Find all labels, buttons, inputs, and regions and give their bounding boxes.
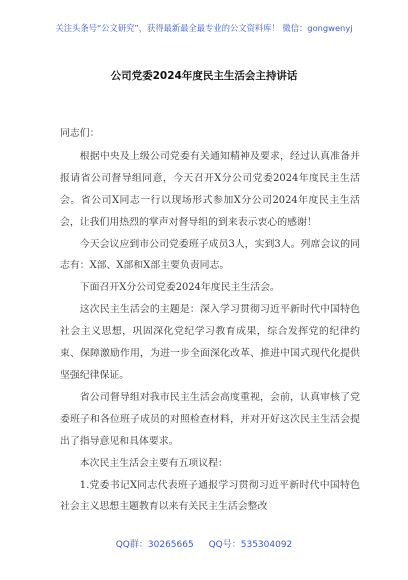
paragraph: 今天会议应到市公司党委班子成员3人，实到3人。列席会议的同志有：X部、X部和X部主要负责同志。 (60, 238, 360, 272)
qq-number: QQ号：535304092 (208, 540, 293, 550)
greeting: 同志们： (60, 128, 100, 139)
paragraph: 本次民主生活会主要有五项议程： (79, 457, 228, 469)
promo-banner[interactable]: 关注头条号“公文研究”，获得最新最全最专业的公文资料库！ 微信：gongwenyj (55, 23, 353, 33)
paragraph: 下面召开X分公司党委2024年度民主生活会。 (79, 282, 280, 294)
paragraph: 这次民主生活会的主题是：深入学习贯彻习近平新时代中国特色社会主义思想，巩固深化党纪学习教育成果，综合发挥党的纪律约束、保障激励作用，为进一步全面深化改革、推进中国式现代化提供坚强纪律保证。 (60, 304, 360, 381)
qq-group: QQ群：30265665 (115, 540, 194, 550)
paragraph: 1.党委书记X同志代表班子通报学习贯彻习近平新时代中国特色社会主义思想主题教育以来有关民主生活会整改 (60, 479, 360, 513)
document-body (60, 123, 360, 518)
paragraph: 省公司督导组对我市民主生活会高度重视，会前，认真审核了党委班子和各位班子成员的对照检查材料，并对开好这次民主生活会提出了指导意见和具体要求。 (60, 391, 360, 447)
document-title: 公司党委2024年度民主生活会主持讲话 (110, 70, 298, 82)
contact-footer (0, 537, 408, 550)
paragraph: 根据中央及上级公司党委有关通知精神及要求，经过认真准备并报请省公司督导组同意，今天召开X分公司党委2024年度民主生活会。省公司X同志一行以现场形式参加X分公司2024年度民主生活会，让我们用热烈的掌声对督导组的到来表示衷心的感谢！ (60, 150, 360, 228)
